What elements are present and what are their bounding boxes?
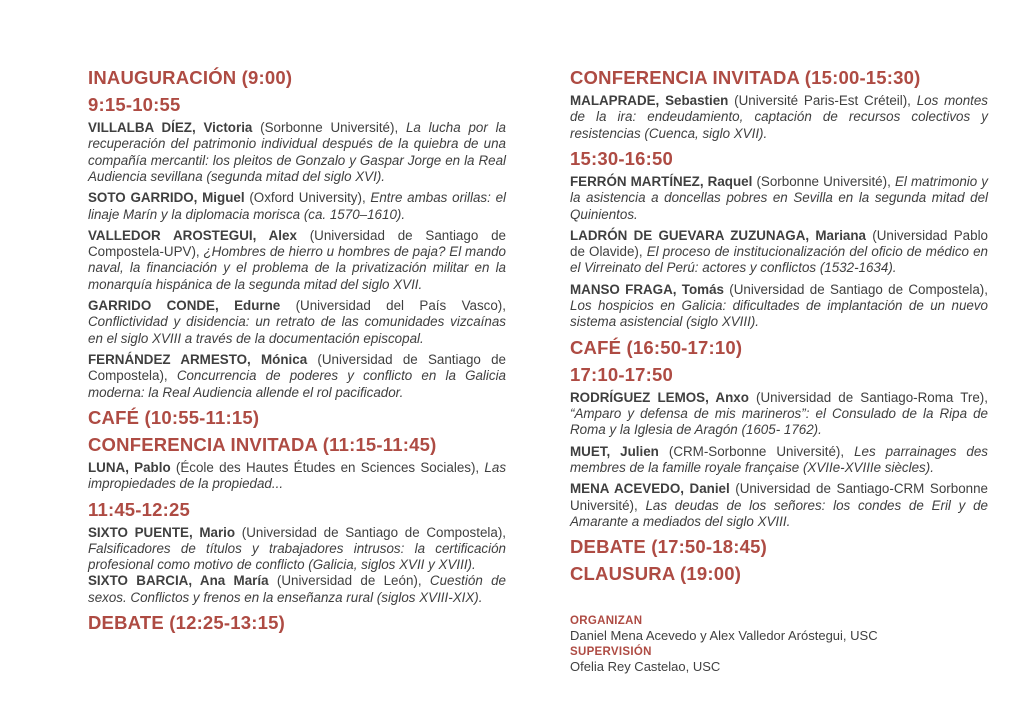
speaker-name: MANSO FRAGA, Tomás	[570, 281, 724, 297]
affiliation: (École des Hautes Études en Sciences Sociales),	[170, 459, 485, 475]
paper-title: Cuestión de sexos. Conflictos y frenos en la enseñanza rural (siglos XVIII-XIX).	[88, 573, 507, 605]
program-entry	[88, 352, 506, 401]
paper-title: ¿Hombres de hierro u hombres de paja? El mando naval, la financiación y el problema de la privatización militar en la monarquía hispánica de la segunda mitad del siglo XVII.	[88, 244, 506, 292]
credits-text: Ofelia Rey Castelao, USC	[570, 659, 721, 674]
speaker-name: RODRÍGUEZ LEMOS, Anxo	[570, 389, 749, 405]
paper-title: Las impropiedades de la propiedad...	[88, 459, 507, 492]
program-entry	[570, 481, 988, 530]
paper-title: Les parrainages des membres de la famille royale française (XVIIe-XVIIIe siècles).	[570, 443, 988, 475]
credits-text: Daniel Mena Acevedo y Alex Valledor Aróstegui, USC	[570, 628, 878, 643]
section-heading: CAFÉ (16:50-17:10)	[570, 336, 743, 358]
speaker-name: SIXTO PUENTE, Mario	[88, 524, 236, 540]
paper-title: El proceso de institucionalización del oficio de médico en el Virreinato del Perú: actores y conflictos (1532-1634).	[570, 244, 988, 276]
affiliation: (Universidad de Santiago de Compostela),	[88, 351, 507, 384]
affiliation: (Universidad de León),	[268, 573, 430, 589]
time-slot-heading: 17:10-17:50	[570, 363, 673, 385]
affiliation: (Universidad de Santiago-CRM Sorbonne Université),	[570, 481, 988, 513]
affiliation: (Universidad del País Vasco),	[280, 298, 506, 314]
paper-title: Los montes de la ira: endeudamiento, captación de recursos colectivos y resistencias (Cuenca, siglo XVII).	[570, 93, 989, 141]
speaker-name: MENA ACEVEDO, Daniel	[570, 481, 730, 497]
section-heading: INAUGURACIÓN (9:00)	[88, 67, 293, 88]
speaker-name: MUET, Julien	[570, 443, 659, 459]
paper-title: Conflictividad y disidencia: un retrato de las comunidades vizcaínas en el siglo XVIII a través de la documentación episcopal.	[88, 314, 506, 346]
paper-title: Entre ambas orillas: el linaje Marín y la diplomacia morisca (ca. 1570–1610).	[88, 190, 506, 222]
paper-title: “Amparo y defensa de mis marineros”: el Consulado de la Ripa de Roma y la Iglesia de Aragón (1605- 1762).	[570, 406, 988, 438]
program-entry	[570, 444, 988, 477]
section-heading: DEBATE (12:25-13:15)	[88, 612, 285, 634]
affiliation: (Sorbonne Université),	[752, 173, 895, 189]
affiliation: (Oxford University),	[244, 190, 371, 206]
speaker-name: MALAPRADE, Sebastien	[570, 93, 729, 109]
affiliation: (Sorbonne Université),	[252, 120, 406, 136]
program-entry	[88, 298, 506, 347]
program-credits	[570, 612, 988, 676]
affiliation: (Universidad de Santiago de Compostela),	[723, 281, 988, 297]
section-heading: CAFÉ (10:55-11:15)	[88, 406, 260, 428]
program-entry	[88, 190, 506, 223]
program-entry	[88, 525, 506, 574]
program-entry	[88, 460, 506, 493]
section-heading: CONFERENCIA INVITADA (11:15-11:45)	[88, 433, 437, 455]
program-entry	[570, 390, 988, 439]
program-entry	[570, 93, 988, 142]
credits-label: ORGANIZAN	[570, 615, 643, 627]
time-slot-heading: 15:30-16:50	[570, 147, 673, 169]
affiliation: (Universidad Pablo de Olavide),	[570, 227, 988, 260]
speaker-name: SIXTO BARCIA, Ana María	[88, 573, 269, 589]
affiliation: (Universidad de Santiago-Roma Tre),	[748, 389, 988, 405]
speaker-name: FERRÓN MARTÍNEZ, Raquel	[570, 173, 753, 189]
paper-title: El matrimonio y la asistencia a doncellas pobres en Sevilla en la segunda mitad del Quinientos.	[570, 173, 989, 222]
affiliation: (Université Paris-Est Créteil),	[728, 93, 917, 109]
credits-label: SUPERVISIÓN	[570, 646, 652, 658]
affiliation: (Universidad de Santiago de Compostela),	[235, 524, 506, 540]
paper-title: La lucha por la recuperación del patrimonio individual después de la quiebra de una compañía mercantil: los pleitos de Gonzalo y Gaspar Jorge en la Real Audiencia sevillana (segunda mitad del siglo XVI).	[88, 120, 506, 184]
section-heading: CLAUSURA (19:00)	[570, 563, 742, 585]
program-entry	[88, 120, 506, 185]
program-entry	[88, 573, 506, 606]
time-slot-heading: 9:15-10:55	[88, 94, 181, 116]
paper-title: Falsificadores de títulos y trabajadores intrusos: la certificación profesional como motivo de conflicto (Galicia, siglos XVII y XVIII).	[88, 540, 506, 573]
program-left-column	[88, 66, 506, 638]
section-heading: CONFERENCIA INVITADA (15:00-15:30)	[570, 67, 921, 88]
program-entry	[570, 228, 988, 277]
speaker-name: FERNÁNDEZ ARMESTO, Mónica	[88, 351, 308, 367]
program-entry	[570, 282, 988, 331]
speaker-name: VILLALBA DÍEZ, Victoria	[88, 120, 253, 136]
speaker-name: VALLEDOR AROSTEGUI, Alex	[88, 227, 297, 243]
program-right-column	[570, 66, 988, 589]
speaker-name: SOTO GARRIDO, Miguel	[88, 190, 245, 206]
program-entry	[570, 174, 988, 223]
paper-title: Concurrencia de poderes y conflicto en la Galicia moderna: la Real Audiencia allende el rol pacificador.	[88, 368, 507, 400]
speaker-name: LADRÓN DE GUEVARA ZUZUNAGA, Mariana	[570, 227, 866, 243]
affiliation: (Universidad de Santiago de Compostela-UPV),	[88, 227, 506, 260]
speaker-name: LUNA, Pablo	[88, 459, 171, 475]
paper-title: Los hospicios en Galicia: dificultades de implantación de un nuevo sistema asistencial (siglo XVIII).	[570, 298, 988, 330]
program-entry	[88, 228, 506, 293]
affiliation: (CRM-Sorbonne Université),	[658, 443, 855, 459]
time-slot-heading: 11:45-12:25	[88, 498, 190, 520]
section-heading: DEBATE (17:50-18:45)	[570, 536, 767, 558]
paper-title: Las deudas de los señores: los condes de Eril y de Amarante a mediados del siglo XVIII.	[570, 497, 988, 529]
speaker-name: GARRIDO CONDE, Edurne	[88, 298, 281, 314]
